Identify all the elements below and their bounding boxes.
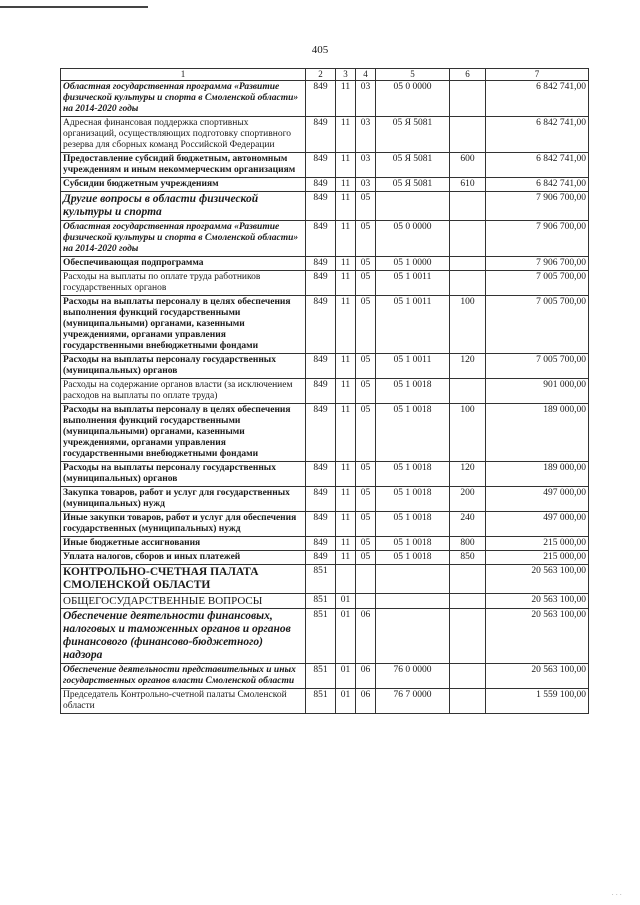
- target-article: 05 Я 5081: [376, 153, 450, 178]
- table-row: [61, 153, 589, 178]
- amount: 901 000,00: [486, 379, 589, 404]
- section-code: 01: [336, 609, 356, 664]
- section-code: 01: [336, 594, 356, 609]
- target-article: 05 1 0011: [376, 271, 450, 296]
- expense-type: 850: [450, 551, 486, 565]
- row-name: Субсидии бюджетным учреждениям: [61, 178, 306, 192]
- amount: 7 906 700,00: [486, 192, 589, 221]
- row-name: Обеспечение деятельности представительных и иных государственных органов власти Смоленской области: [61, 664, 306, 689]
- row-name: Обеспечивающая подпрограмма: [61, 257, 306, 271]
- target-article: 05 1 0018: [376, 537, 450, 551]
- expense-type: 610: [450, 178, 486, 192]
- target-article: 05 1 0011: [376, 296, 450, 354]
- table-row: [61, 271, 589, 296]
- admin-code: 849: [306, 512, 336, 537]
- section-code: 11: [336, 117, 356, 153]
- expense-type: [450, 565, 486, 594]
- expense-type: [450, 192, 486, 221]
- table-row: [61, 689, 589, 714]
- amount: 1 559 100,00: [486, 689, 589, 714]
- admin-code: 849: [306, 404, 336, 462]
- section-code: 11: [336, 354, 356, 379]
- subsection-code: [356, 594, 376, 609]
- admin-code: 849: [306, 354, 336, 379]
- section-code: 11: [336, 81, 356, 117]
- page-number: 405: [311, 44, 329, 56]
- target-article: [376, 609, 450, 664]
- amount: 20 563 100,00: [486, 565, 589, 594]
- row-name: Областная государственная программа «Развитие физической культуры и спорта в Смоленской области» на 2014-2020 годы: [61, 81, 306, 117]
- row-name: Областная государственная программа «Развитие физической культуры и спорта в Смоленской области» на 2014-2020 годы: [61, 221, 306, 257]
- target-article: 05 1 0018: [376, 512, 450, 537]
- amount: 7 906 700,00: [486, 257, 589, 271]
- admin-code: 849: [306, 221, 336, 257]
- section-code: 11: [336, 404, 356, 462]
- amount: 215 000,00: [486, 537, 589, 551]
- row-name: Расходы на выплаты персоналу государственных (муниципальных) органов: [61, 462, 306, 487]
- header-cell: 2: [306, 69, 336, 81]
- expense-type: [450, 379, 486, 404]
- row-name: Расходы на выплаты персоналу государственных (муниципальных) органов: [61, 354, 306, 379]
- expense-type: [450, 689, 486, 714]
- target-article: 05 0 0000: [376, 81, 450, 117]
- table-row: [61, 221, 589, 257]
- target-article: 76 7 0000: [376, 689, 450, 714]
- subsection-code: 03: [356, 153, 376, 178]
- header-cell: 5: [376, 69, 450, 81]
- table-row: [61, 178, 589, 192]
- expense-type: 200: [450, 487, 486, 512]
- admin-code: 851: [306, 664, 336, 689]
- target-article: 05 1 0018: [376, 462, 450, 487]
- admin-code: 849: [306, 537, 336, 551]
- subsection-code: 03: [356, 178, 376, 192]
- target-article: 05 1 0018: [376, 379, 450, 404]
- amount: 7 005 700,00: [486, 271, 589, 296]
- subsection-code: 05: [356, 512, 376, 537]
- target-article: [376, 192, 450, 221]
- section-code: 11: [336, 221, 356, 257]
- header-cell: 4: [356, 69, 376, 81]
- amount: 189 000,00: [486, 404, 589, 462]
- target-article: [376, 594, 450, 609]
- section-code: 11: [336, 551, 356, 565]
- expense-type: 100: [450, 404, 486, 462]
- table-row: [61, 537, 589, 551]
- section-code: 11: [336, 178, 356, 192]
- table-row: [61, 594, 589, 609]
- target-article: 05 0 0000: [376, 221, 450, 257]
- subsection-code: 06: [356, 609, 376, 664]
- section-code: 11: [336, 462, 356, 487]
- target-article: 05 Я 5081: [376, 117, 450, 153]
- table-row: [61, 192, 589, 221]
- row-name: Расходы на содержание органов власти (за исключением расходов на выплаты по оплате труда): [61, 379, 306, 404]
- expense-type: [450, 271, 486, 296]
- row-name: Иные бюджетные ассигнования: [61, 537, 306, 551]
- expense-type: [450, 257, 486, 271]
- target-article: [376, 565, 450, 594]
- admin-code: 851: [306, 609, 336, 664]
- row-name: ОБЩЕГОСУДАРСТВЕННЫЕ ВОПРОСЫ: [61, 594, 306, 609]
- amount: 189 000,00: [486, 462, 589, 487]
- row-name: Другие вопросы в области физической культуры и спорта: [61, 192, 306, 221]
- admin-code: 849: [306, 296, 336, 354]
- target-article: 05 1 0000: [376, 257, 450, 271]
- amount: 20 563 100,00: [486, 664, 589, 689]
- section-code: 11: [336, 296, 356, 354]
- subsection-code: 05: [356, 537, 376, 551]
- row-name: Обеспечение деятельности финансовых, налоговых и таможенных органов и органов финансового (финансово-бюджетного) надзора: [61, 609, 306, 664]
- admin-code: 849: [306, 81, 336, 117]
- header-cell: 1: [61, 69, 306, 81]
- header-cell: 3: [336, 69, 356, 81]
- expense-type: [450, 81, 486, 117]
- section-code: 11: [336, 537, 356, 551]
- admin-code: 849: [306, 192, 336, 221]
- table-row: [61, 487, 589, 512]
- amount: 20 563 100,00: [486, 609, 589, 664]
- amount: 497 000,00: [486, 487, 589, 512]
- table-row: [61, 404, 589, 462]
- table-row: [61, 379, 589, 404]
- amount: 6 842 741,00: [486, 153, 589, 178]
- table-row: [61, 462, 589, 487]
- subsection-code: 05: [356, 462, 376, 487]
- amount: 7 906 700,00: [486, 221, 589, 257]
- section-code: 01: [336, 664, 356, 689]
- row-name: Иные закупки товаров, работ и услуг для обеспечения государственных (муниципальных) нужд: [61, 512, 306, 537]
- amount: 7 005 700,00: [486, 296, 589, 354]
- subsection-code: 05: [356, 192, 376, 221]
- subsection-code: 05: [356, 221, 376, 257]
- section-code: 11: [336, 192, 356, 221]
- subsection-code: 05: [356, 271, 376, 296]
- section-code: 01: [336, 689, 356, 714]
- amount: 215 000,00: [486, 551, 589, 565]
- scan-mark: · · ·: [611, 891, 622, 899]
- admin-code: 849: [306, 379, 336, 404]
- subsection-code: 05: [356, 487, 376, 512]
- admin-code: 849: [306, 153, 336, 178]
- subsection-code: 05: [356, 379, 376, 404]
- table-row: [61, 296, 589, 354]
- subsection-code: 06: [356, 664, 376, 689]
- table-row: [61, 81, 589, 117]
- expense-type: 240: [450, 512, 486, 537]
- admin-code: 849: [306, 271, 336, 296]
- table-body: [61, 81, 589, 714]
- expense-type: [450, 594, 486, 609]
- table-row: [61, 257, 589, 271]
- table-row: [61, 609, 589, 664]
- expense-type: [450, 664, 486, 689]
- target-article: 05 1 0018: [376, 551, 450, 565]
- section-code: 11: [336, 512, 356, 537]
- row-name: Расходы на выплаты персоналу в целях обеспечения выполнения функций государственными (муниципальными) органами, казенными учреждениями, органами управления государственными внебюджетными фондами: [61, 296, 306, 354]
- expense-type: 120: [450, 354, 486, 379]
- table-row: [61, 551, 589, 565]
- row-name: Уплата налогов, сборов и иных платежей: [61, 551, 306, 565]
- target-article: 05 Я 5081: [376, 178, 450, 192]
- admin-code: 849: [306, 462, 336, 487]
- amount: 6 842 741,00: [486, 117, 589, 153]
- subsection-code: [356, 565, 376, 594]
- target-article: 05 1 0018: [376, 404, 450, 462]
- header-cell: 6: [450, 69, 486, 81]
- section-code: 11: [336, 487, 356, 512]
- admin-code: 849: [306, 551, 336, 565]
- row-name: Закупка товаров, работ и услуг для государственных (муниципальных) нужд: [61, 487, 306, 512]
- subsection-code: 06: [356, 689, 376, 714]
- row-name: КОНТРОЛЬНО-СЧЕТНАЯ ПАЛАТА СМОЛЕНСКОЙ ОБЛАСТИ: [61, 565, 306, 594]
- table-row: [61, 354, 589, 379]
- subsection-code: 03: [356, 81, 376, 117]
- subsection-code: 05: [356, 354, 376, 379]
- amount: 6 842 741,00: [486, 81, 589, 117]
- expense-type: 800: [450, 537, 486, 551]
- expense-type: [450, 609, 486, 664]
- top-rule: [0, 6, 148, 8]
- table-header-row: [61, 69, 589, 81]
- row-name: Расходы на выплаты персоналу в целях обеспечения выполнения функций государственными (муниципальными) органами, казенными учреждениями, органами управления государственными внебюджетными фондами: [61, 404, 306, 462]
- target-article: 05 1 0018: [376, 487, 450, 512]
- admin-code: 851: [306, 565, 336, 594]
- subsection-code: 05: [356, 404, 376, 462]
- admin-code: 851: [306, 689, 336, 714]
- admin-code: 849: [306, 257, 336, 271]
- budget-table: [60, 68, 589, 714]
- target-article: 05 1 0011: [376, 354, 450, 379]
- amount: 6 842 741,00: [486, 178, 589, 192]
- row-name: Председатель Контрольно-счетной палаты Смоленской области: [61, 689, 306, 714]
- expense-type: [450, 117, 486, 153]
- amount: 20 563 100,00: [486, 594, 589, 609]
- subsection-code: 05: [356, 296, 376, 354]
- table-row: [61, 512, 589, 537]
- section-code: 11: [336, 257, 356, 271]
- section-code: 11: [336, 271, 356, 296]
- section-code: [336, 565, 356, 594]
- table-row: [61, 664, 589, 689]
- subsection-code: 05: [356, 257, 376, 271]
- amount: 7 005 700,00: [486, 354, 589, 379]
- admin-code: 851: [306, 594, 336, 609]
- expense-type: 100: [450, 296, 486, 354]
- admin-code: 849: [306, 487, 336, 512]
- expense-type: 120: [450, 462, 486, 487]
- section-code: 11: [336, 379, 356, 404]
- section-code: 11: [336, 153, 356, 178]
- target-article: 76 0 0000: [376, 664, 450, 689]
- header-cell: 7: [486, 69, 589, 81]
- admin-code: 849: [306, 117, 336, 153]
- table-row: [61, 117, 589, 153]
- expense-type: 600: [450, 153, 486, 178]
- row-name: Адресная финансовая поддержка спортивных организаций, осуществляющих подготовку спортивного резерва для сборных команд Российской Федерации: [61, 117, 306, 153]
- table-row: [61, 565, 589, 594]
- subsection-code: 03: [356, 117, 376, 153]
- row-name: Предоставление субсидий бюджетным, автономным учреждениям и иным некоммерческим организациям: [61, 153, 306, 178]
- subsection-code: 05: [356, 551, 376, 565]
- expense-type: [450, 221, 486, 257]
- admin-code: 849: [306, 178, 336, 192]
- row-name: Расходы на выплаты по оплате труда работников государственных органов: [61, 271, 306, 296]
- amount: 497 000,00: [486, 512, 589, 537]
